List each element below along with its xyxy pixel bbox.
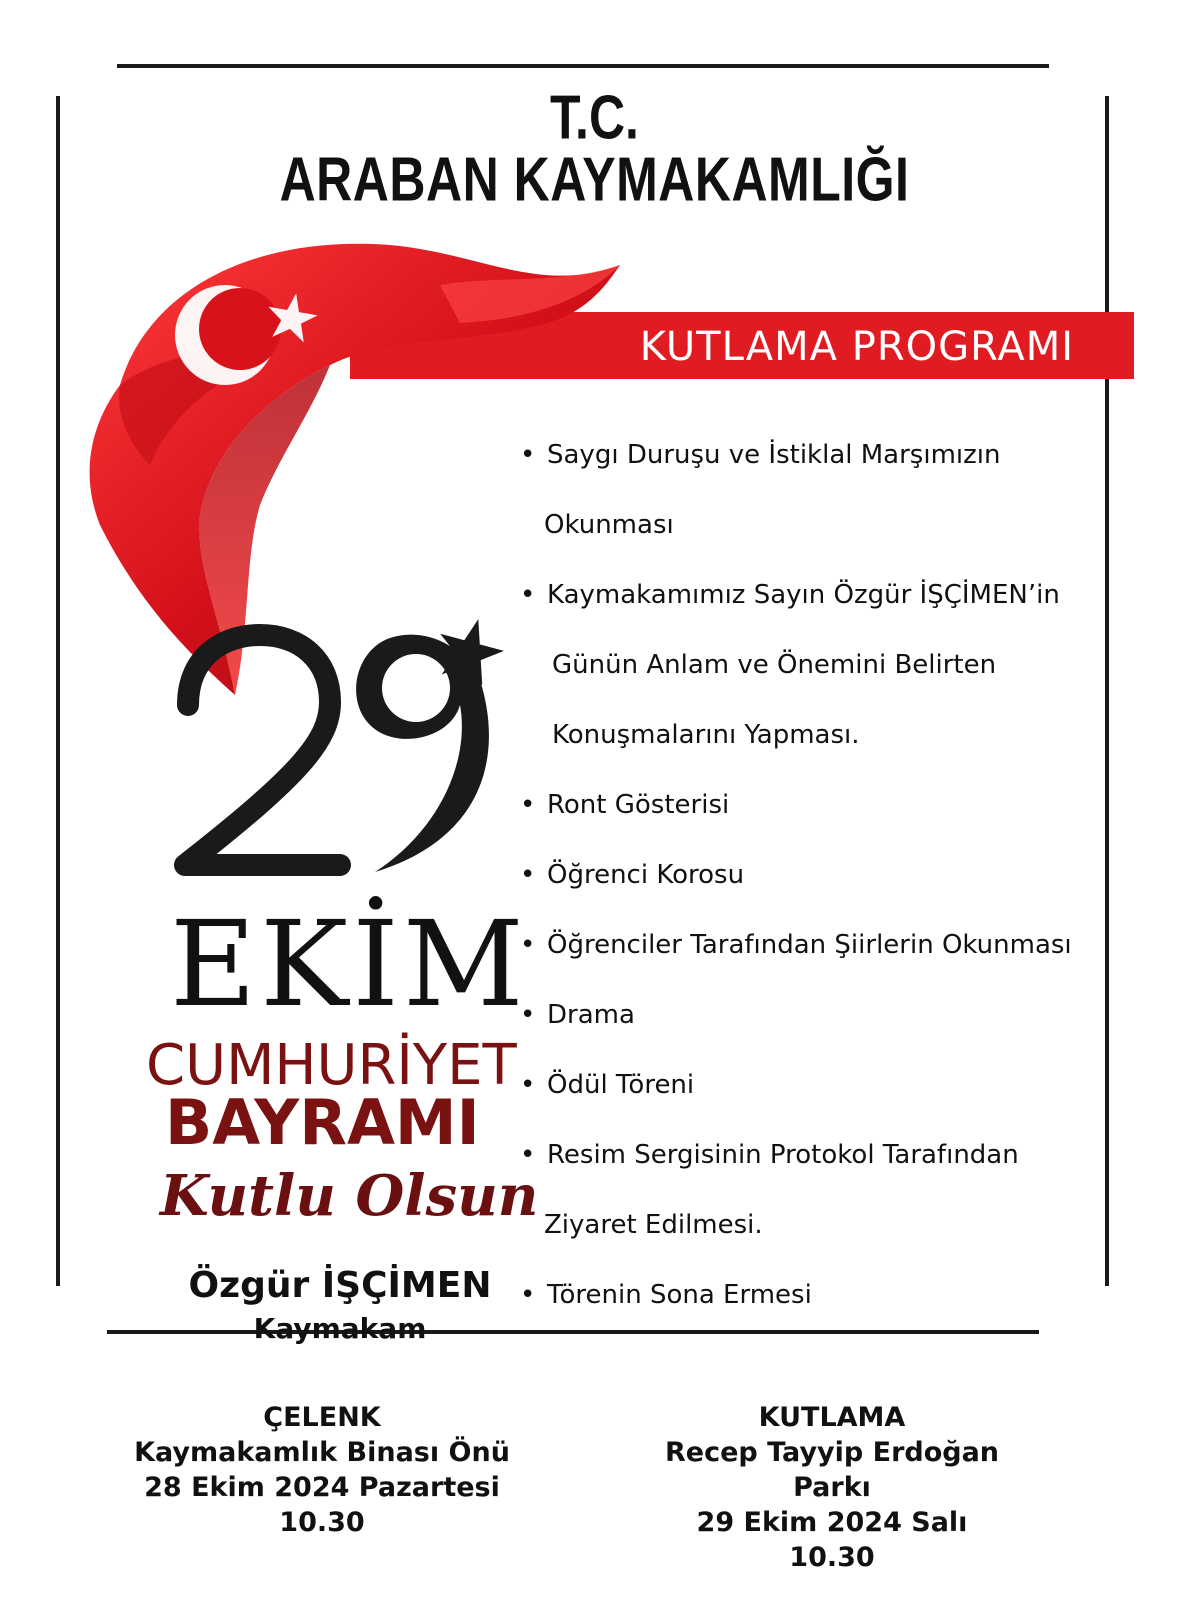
- program-item: • Öğrenciler Tarafından Şiirlerin Okunması: [520, 930, 1072, 960]
- program-item-continuation: Ziyaret Edilmesi.: [544, 1210, 763, 1240]
- header-institution: ARABAN KAYMAKAMLIĞI: [279, 144, 910, 214]
- program-item: • Kaymakamımız Sayın Özgür İŞÇİMEN’in: [520, 580, 1060, 610]
- emblem-greeting: Kutlu Olsun: [160, 1163, 539, 1229]
- emblem-cumhuriyet: CUMHURİYET: [146, 1033, 517, 1098]
- footer-left-event: ÇELENK: [263, 1402, 381, 1433]
- signature-title: Kaymakam: [253, 1312, 427, 1345]
- footer-wreath-info: [112, 1400, 532, 1540]
- footer-left-date: 28 Ekim 2024 Pazartesi: [144, 1472, 500, 1503]
- program-title: KUTLAMA PROGRAMI: [639, 324, 1074, 370]
- program-item: • Drama: [520, 1000, 635, 1030]
- footer-right-event: KUTLAMA: [758, 1402, 906, 1433]
- emblem-29-crescent-icon: [160, 610, 540, 900]
- footer-right-time: 10.30: [789, 1542, 875, 1573]
- footer-right-date: 29 Ekim 2024 Salı: [696, 1507, 968, 1538]
- emblem-month: EKİM: [170, 895, 528, 1033]
- right-rule: [1105, 96, 1109, 1286]
- program-item-continuation: Konuşmalarını Yapması.: [552, 720, 860, 750]
- footer-celebration-info: [622, 1400, 1042, 1575]
- signature-name: Özgür İŞÇİMEN: [188, 1265, 492, 1306]
- footer-left-place: Kaymakamlık Binası Önü: [134, 1437, 510, 1468]
- program-item: • Resim Sergisinin Protokol Tarafından: [520, 1140, 1019, 1170]
- program-item: • Saygı Duruşu ve İstiklal Marşımızın: [520, 440, 1000, 470]
- program-item-continuation: Okunması: [544, 510, 674, 540]
- top-rule: [117, 64, 1049, 68]
- program-item: • Törenin Sona Ermesi: [520, 1280, 812, 1310]
- program-item-continuation: Günün Anlam ve Önemini Belirten: [552, 650, 997, 680]
- program-item: • Ödül Töreni: [520, 1070, 694, 1100]
- program-item: • Ront Gösterisi: [520, 790, 729, 820]
- footer-right-place: Recep Tayyip Erdoğan Parkı: [664, 1437, 1000, 1503]
- header-tc: T.C.: [550, 82, 639, 152]
- emblem-bayrami: BAYRAMI: [165, 1086, 480, 1159]
- footer-left-time: 10.30: [279, 1507, 365, 1538]
- program-item: • Öğrenci Korosu: [520, 860, 744, 890]
